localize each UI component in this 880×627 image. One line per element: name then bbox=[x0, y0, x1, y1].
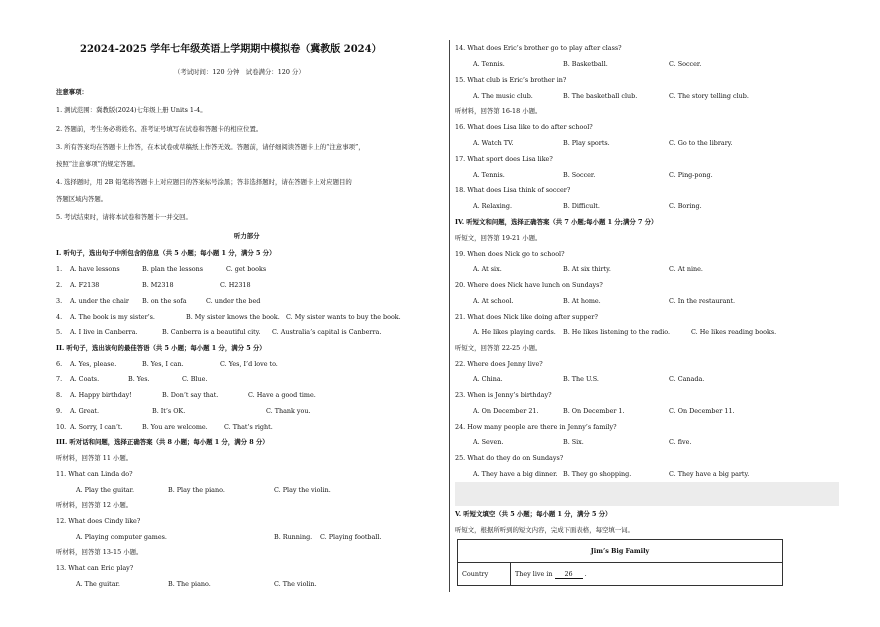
question-text: 25. What do they do on Sundays? bbox=[455, 454, 564, 462]
notes-heading: 注意事项： bbox=[56, 88, 88, 96]
question-number: 2. bbox=[56, 281, 63, 289]
material-note: 听材料，回答第 12 小题。 bbox=[56, 501, 133, 509]
blank-prefix: They live in bbox=[515, 569, 553, 578]
option-b: B. They go shopping. bbox=[563, 470, 632, 478]
note-item: 1. 测试范围：冀教版(2024)七年级上册 Units 1-4。 bbox=[56, 106, 207, 114]
question-text: 19. When does Nick go to school? bbox=[455, 250, 565, 258]
option-a: A. Sorry, I can’t. bbox=[70, 423, 123, 431]
option-a: A. Relaxing. bbox=[473, 202, 513, 210]
option-b: B. Play the piano. bbox=[168, 486, 225, 494]
option-c: C. On December 11. bbox=[669, 407, 735, 415]
option-a: A. He likes playing cards. bbox=[473, 328, 556, 336]
table-title: Jim’s Big Family bbox=[458, 540, 783, 563]
option-c: C. At nine. bbox=[669, 265, 703, 273]
option-b: B. He likes listening to the radio. bbox=[563, 328, 671, 336]
question-text: 16. What does Lisa like to do after school? bbox=[455, 123, 593, 131]
note-item: 5. 考试结束时，请将本试卷和答题卡一并交回。 bbox=[56, 213, 192, 221]
option-a: A. I live in Canberra. bbox=[70, 328, 138, 336]
option-b: B. Yes. bbox=[128, 375, 150, 383]
option-c: C. They have a big party. bbox=[669, 470, 750, 478]
column-divider bbox=[449, 40, 450, 592]
question-text: 23. When is Jenny’s birthday? bbox=[455, 391, 552, 399]
option-b: B. At home. bbox=[563, 297, 601, 305]
option-a: A. Play the guitar. bbox=[76, 486, 134, 494]
option-b: B. The basketball club. bbox=[563, 92, 638, 100]
question-text: 18. What does Lisa think of soccer? bbox=[455, 186, 571, 194]
listening-part-heading: 听力部分 bbox=[234, 232, 260, 240]
shaded-band bbox=[455, 482, 839, 506]
option-b: B. You are welcome. bbox=[142, 423, 208, 431]
question-text: 12. What does Cindy like? bbox=[56, 517, 141, 525]
option-a: A. China. bbox=[473, 375, 503, 383]
option-a: A. They have a big dinner. bbox=[473, 470, 558, 478]
option-c: C. Yes, I’d love to. bbox=[220, 360, 278, 368]
note-item: 3. 所有答案均在答题卡上作答，在本试卷或草稿纸上作答无效。答题前，请仔细阅读答题卡上的“注意事项”， bbox=[56, 143, 365, 151]
question-number: 8. bbox=[56, 391, 63, 399]
option-b: B. It’s OK. bbox=[152, 407, 186, 415]
option-a: A. F2138 bbox=[70, 281, 100, 289]
question-number: 9. bbox=[56, 407, 63, 415]
material-note: 听材料，回答第 13-15 小题。 bbox=[56, 548, 143, 556]
option-c: C. In the restaurant. bbox=[669, 297, 736, 305]
option-a: A. Yes, please. bbox=[70, 360, 117, 368]
material-note: 听短文，回答第 22-25 小题。 bbox=[455, 344, 542, 352]
option-c: C. The violin. bbox=[274, 580, 317, 588]
question-row bbox=[56, 360, 278, 369]
option-a: A. On December 21. bbox=[473, 407, 539, 415]
option-a: A. Playing computer games. bbox=[76, 533, 167, 541]
option-a: A. have lessons bbox=[70, 265, 120, 273]
option-b: B. Don’t say that. bbox=[162, 391, 219, 399]
option-b: B. Basketball. bbox=[563, 60, 608, 68]
question-row bbox=[56, 375, 208, 384]
option-b: B. Six. bbox=[563, 438, 584, 446]
material-note: 听材料，回答第 11 小题。 bbox=[56, 454, 133, 462]
question-text: 22. Where does Jenny live? bbox=[455, 360, 543, 368]
question-row bbox=[56, 328, 382, 337]
question-row bbox=[56, 313, 401, 322]
question-row bbox=[56, 265, 267, 274]
option-c: C. Ping-pong. bbox=[669, 171, 713, 179]
material-note: 听材料，回答第 16-18 小题。 bbox=[455, 107, 542, 115]
section-3-heading: III. 听对话和问题，选择正确答案（共 8 小题；每小题 1 分，满分 8 分） bbox=[56, 438, 269, 446]
table-row-label: Country bbox=[458, 563, 511, 586]
option-b: B. Difficult. bbox=[563, 202, 600, 210]
option-c: C. Blue. bbox=[182, 375, 208, 383]
option-c: C. That’s right. bbox=[224, 423, 273, 431]
question-text: 13. What can Eric play? bbox=[56, 564, 134, 572]
option-c: C. H2318 bbox=[220, 281, 251, 289]
option-a: A. under the chair bbox=[70, 297, 129, 305]
question-text: 15. What club is Eric’s brother in? bbox=[455, 76, 567, 84]
question-row bbox=[56, 281, 251, 290]
answer-blank-26[interactable]: 26 bbox=[555, 570, 583, 579]
question-number: 6. bbox=[56, 360, 63, 368]
section-5-heading: V. 听短文填空（共 5 小题；每小题 1 分，满分 5 分） bbox=[455, 510, 612, 518]
option-b: B. The U.S. bbox=[563, 375, 599, 383]
section-1-heading: I. 听句子，选出句子中所包含的信息（共 5 小题；每小题 1 分，满分 5 分） bbox=[56, 249, 276, 257]
question-text: 11. What can Linda do? bbox=[56, 470, 133, 478]
question-text: 20. Where does Nick have lunch on Sundays? bbox=[455, 281, 603, 289]
option-c: C. Boring. bbox=[669, 202, 702, 210]
option-a: A. Seven. bbox=[473, 438, 504, 446]
option-a: A. Coats. bbox=[70, 375, 100, 383]
option-a: A. Tennis. bbox=[473, 60, 505, 68]
option-a: A. Happy birthday! bbox=[70, 391, 132, 399]
option-a: A. At six. bbox=[473, 265, 502, 273]
option-b: B. on the sofa bbox=[142, 297, 187, 305]
question-number: 3. bbox=[56, 297, 63, 305]
option-c: C. The story telling club. bbox=[669, 92, 749, 100]
option-c: C. Playing football. bbox=[320, 533, 382, 541]
option-b: B. plan the lessons bbox=[142, 265, 203, 273]
option-a: A. The music club. bbox=[473, 92, 533, 100]
question-number: 7. bbox=[56, 375, 63, 383]
option-c: C. Australia’s capital is Canberra. bbox=[272, 328, 382, 336]
note-item: 4. 选择题时，用 2B 铅笔将答题卡上对应题目的答案标号涂黑；答非选择题时，请在答题卡上对应题目的 bbox=[56, 178, 352, 186]
option-a: A. Watch TV. bbox=[473, 139, 514, 147]
question-row bbox=[56, 407, 311, 416]
section-2-heading: II. 听句子，选出该句的最佳答语（共 5 小题；每小题 1 分，满分 5 分） bbox=[56, 344, 266, 352]
section-4-heading: IV. 听短文和问题，选择正确答案（共 7 小题;每小题 1 分;满分 7 分） bbox=[455, 218, 658, 226]
option-b: B. M2318 bbox=[142, 281, 174, 289]
question-row bbox=[56, 423, 273, 432]
option-c: C. Have a good time. bbox=[248, 391, 316, 399]
question-number: 1. bbox=[56, 265, 63, 273]
option-a: A. The guitar. bbox=[76, 580, 120, 588]
option-c: C. get books bbox=[226, 265, 267, 273]
option-c: C. Play the violin. bbox=[274, 486, 331, 494]
option-b: B. Running. bbox=[274, 533, 313, 541]
option-c: C. under the bed bbox=[206, 297, 261, 305]
option-b: B. The piano. bbox=[168, 580, 211, 588]
question-number: 4. bbox=[56, 313, 63, 321]
option-c: C. He likes reading books. bbox=[691, 328, 777, 336]
exam-subtitle: （考试时间：120 分钟 试卷满分：120 分） bbox=[174, 68, 305, 76]
material-note: 听短文，回答第 19-21 小题。 bbox=[455, 234, 542, 242]
option-b: B. At six thirty. bbox=[563, 265, 611, 273]
option-a: A. At school. bbox=[473, 297, 514, 305]
option-c: C. Go to the library. bbox=[669, 139, 733, 147]
option-a: A. The book is my sister’s. bbox=[70, 313, 155, 321]
question-row bbox=[56, 297, 261, 306]
option-a: A. Great. bbox=[70, 407, 100, 415]
option-b: B. Play sports. bbox=[563, 139, 610, 147]
option-c: C. My sister wants to buy the book. bbox=[286, 313, 401, 321]
option-b: B. Soccer. bbox=[563, 171, 596, 179]
option-c: C. Thank you. bbox=[266, 407, 311, 415]
question-row bbox=[56, 391, 316, 400]
blank-suffix: . bbox=[584, 569, 587, 578]
option-c: C. Canada. bbox=[669, 375, 705, 383]
option-c: C. five. bbox=[669, 438, 692, 446]
table-cell bbox=[511, 563, 783, 586]
question-number: 10. bbox=[56, 423, 67, 431]
exam-title: 22024-2025 学年七年级英语上学期期中模拟卷（冀教版 2024） bbox=[80, 44, 382, 55]
option-b: B. My sister knows the book. bbox=[186, 313, 280, 321]
option-b: B. Yes, I can. bbox=[142, 360, 184, 368]
option-b: B. On December 1. bbox=[563, 407, 625, 415]
question-text: 14. What does Eric’s brother go to play after class? bbox=[455, 44, 622, 52]
note-item: 2. 答题前，考生务必将姓名、准考证号填写在试卷和答题卡的相应位置。 bbox=[56, 125, 263, 133]
option-a: A. Tennis. bbox=[473, 171, 505, 179]
section-5-instructions: 听短文，根据所听到的短文内容，完成下面表格，每空填一词。 bbox=[455, 526, 634, 534]
question-text: 24. How many people are there in Jenny’s family? bbox=[455, 423, 617, 431]
question-text: 21. What does Nick like doing after supper? bbox=[455, 313, 598, 321]
note-item: 答题区域内答题。 bbox=[56, 195, 108, 203]
note-item: 按照“注意事项”的规定答题。 bbox=[56, 160, 140, 168]
option-b: B. Canberra is a beautiful city. bbox=[162, 328, 261, 336]
option-c: C. Soccer. bbox=[669, 60, 702, 68]
question-number: 5. bbox=[56, 328, 63, 336]
family-table bbox=[457, 539, 783, 586]
question-text: 17. What sport does Lisa like? bbox=[455, 155, 553, 163]
